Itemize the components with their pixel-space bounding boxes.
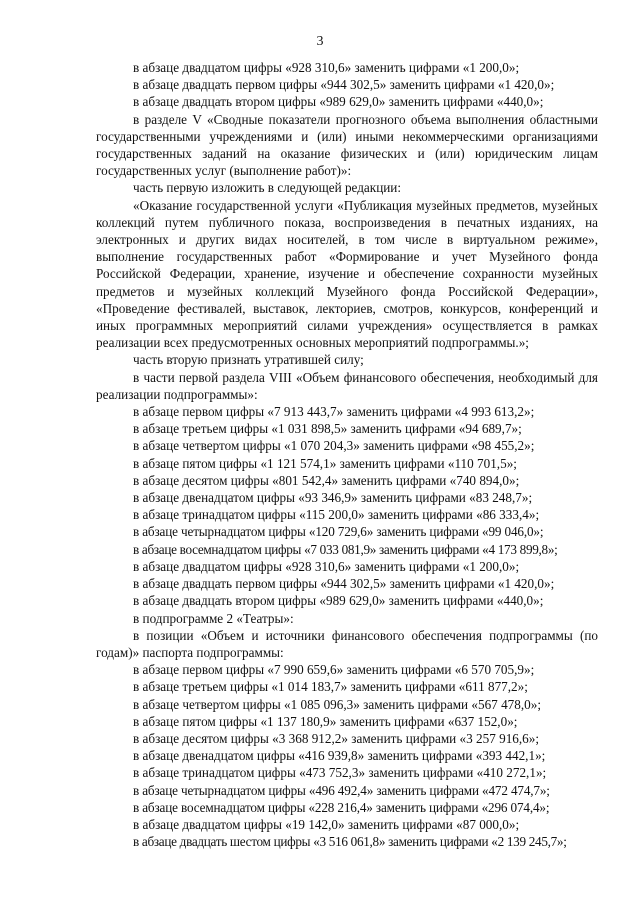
paragraph: в абзаце четвертом цифры «1 070 204,3» заменить цифрами «98 455,2»; xyxy=(133,438,535,454)
paragraph: в абзаце третьем цифры «1 014 183,7» заменить цифрами «611 877,2»; xyxy=(133,679,528,695)
paragraph: в абзаце третьем цифры «1 031 898,5» заменить цифрами «94 689,7»; xyxy=(133,421,522,437)
paragraph: в абзаце двенадцатом цифры «93 346,9» заменить цифрами «83 248,7»; xyxy=(133,490,533,506)
page-number: 3 xyxy=(316,34,324,49)
paragraph: в абзаце двадцатом цифры «928 310,6» заменить цифрами «1 200,0»; xyxy=(133,558,520,574)
paragraph: в абзаце двадцать втором цифры «989 629,0» заменить цифрами «440,0»; xyxy=(133,94,544,110)
paragraph: в абзаце двенадцатом цифры «416 939,8» заменить цифрами «393 442,1»; xyxy=(133,748,546,764)
paragraph: в абзаце десятом цифры «3 368 912,2» заменить цифрами «3 257 916,6»; xyxy=(133,730,540,746)
paragraph: в абзаце двадцать первом цифры «944 302,5» заменить цифрами «1 420,0»; xyxy=(133,77,555,93)
paragraph: в абзаце четвертом цифры «1 085 096,3» заменить цифрами «567 478,0»; xyxy=(133,696,541,712)
paragraph: в абзаце пятом цифры «1 137 180,9» заменить цифрами «637 152,0»; xyxy=(133,713,518,729)
paragraph: в абзаце восемнадцатом цифры «7 033 081,9» заменить цифрами «4 173 899,8»; xyxy=(133,541,558,557)
paragraph: в позиции «Объем и источники финансового обеспечения подпрограммы (по годам)» паспорта подпрограммы: xyxy=(96,627,598,660)
paragraph: «Оказание государственной услуги «Публикация музейных предметов, музейных коллекций путем публичного показа, воспроизведения в печатных изданиях, на электронных и других видах носителей, в том числе в виртуальном режиме», выполнение государственных работ «Формирование и учет Музейного фонда Российской Федерации, хранение, изучение и обеспечение сохранности музейных предметов и музейных коллекций Музейного фонда Российской Федерации», «Проведение фестивалей, выставок, лекториев, смотров, конкурсов, конференций и иных программных мероприятий силами учреждения» осуществляется в рамках реализации всех предусмотренных основных мероприятий подпрограммы.»; xyxy=(96,197,598,351)
paragraph: в абзаце четырнадцатом цифры «120 729,6» заменить цифрами «99 046,0»; xyxy=(133,524,544,540)
paragraph: в абзаце двадцать первом цифры «944 302,5» заменить цифрами «1 420,0»; xyxy=(133,576,555,592)
paragraph: в абзаце четырнадцатом цифры «496 492,4» заменить цифрами «472 474,7»; xyxy=(133,782,550,798)
paragraph: в абзаце первом цифры «7 913 443,7» заменить цифрами «4 993 613,2»; xyxy=(133,404,535,420)
paragraph: в абзаце тринадцатом цифры «115 200,0» заменить цифрами «86 333,4»; xyxy=(133,507,540,523)
paragraph: часть первую изложить в следующей редакции: xyxy=(133,180,402,196)
paragraph: в абзаце восемнадцатом цифры «228 216,4» заменить цифрами «296 074,4»; xyxy=(133,799,550,815)
paragraph: в абзаце пятом цифры «1 121 574,1» заменить цифрами «110 701,5»; xyxy=(133,455,517,471)
paragraph: в абзаце тринадцатом цифры «473 752,3» заменить цифрами «410 272,1»; xyxy=(133,765,547,781)
paragraph: в части первой раздела VIII «Объем финансового обеспечения, необходимый для реализации подпрограммы»: xyxy=(96,369,598,402)
paragraph: часть вторую признать утратившей силу; xyxy=(133,352,364,368)
paragraph: в абзаце двадцать шестом цифры «3 516 061,8» заменить цифрами «2 139 245,7»; xyxy=(133,834,567,850)
paragraph: в подпрограмме 2 «Театры»: xyxy=(133,610,294,626)
paragraph: в абзаце двадцатом цифры «928 310,6» заменить цифрами «1 200,0»; xyxy=(133,60,520,75)
paragraph: в абзаце первом цифры «7 990 659,6» заменить цифрами «6 570 705,9»; xyxy=(133,662,535,678)
paragraph: в абзаце двадцать втором цифры «989 629,0» заменить цифрами «440,0»; xyxy=(133,593,544,609)
document-body xyxy=(96,59,598,850)
paragraph: в абзаце двадцатом цифры «19 142,0» заменить цифрами «87 000,0»; xyxy=(133,816,520,832)
paragraph: в абзаце десятом цифры «801 542,4» заменить цифрами «740 894,0»; xyxy=(133,472,520,488)
paragraph: в разделе V «Сводные показатели прогнозного объема выполнения областными государственными учреждениями и (или) иными некоммерческими организациями государственных заданий на оказание физических и (или) юридическим лицам государственных услуг (выполнение работ)»: xyxy=(96,111,598,179)
